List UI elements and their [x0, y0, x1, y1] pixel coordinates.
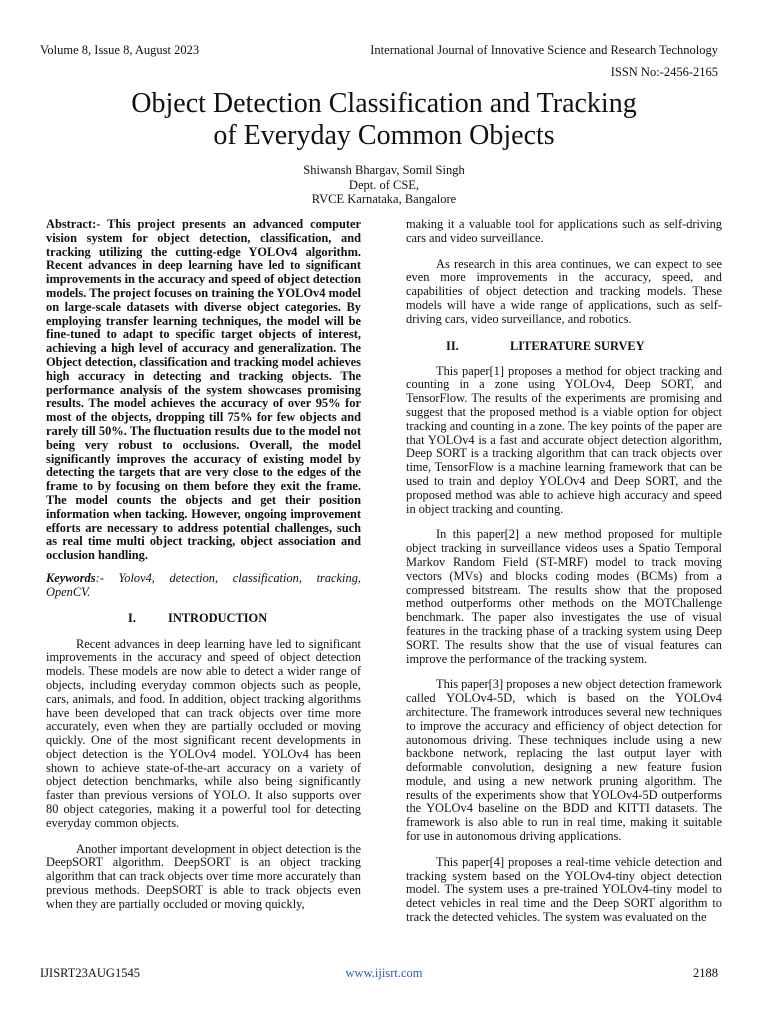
- paper-title: [40, 88, 728, 152]
- intro-paragraph-3: As research in this area continues, we can expect to see even more improvements in the accuracy, speed, and capabilities of object detection and tracking models. These models will have a wide range of applications, such as self-driving cars, video surveillance, and robotics.: [406, 256, 722, 326]
- literature-paragraph-3: This paper[3] proposes a new object detection framework called YOLOv4-5D, which is based on the YOLOv4 architecture. The framework introduces several new techniques to improve the accuracy and efficiency of object detection for autonomous driving. These techniques include using a new backbone network, replacing the last output layer with deformable convolution, designing a new feature fusion module, and using a new network pruning algorithm. The results of the experiments show that YOLOv4-5D outperforms the YOLOv4 baseline on the BDD and KITTI datasets. The framework is also able to run in real time, making it suitable for use in autonomous driving applications.: [406, 677, 722, 844]
- author-block: [0, 163, 768, 207]
- intro-paragraph-1: Recent advances in deep learning have led to significant improvements in the accuracy and speed of object detection models. These models are now able to detect a wider range of objects, including everyday common objects such as people, cars, animals, and food. In addition, object tracking algorithms have been developed that can track objects over time more accurately, even when they are partially occluded or moving quickly. One of the most significant recent developments in object detection is the YOLOv4 model. YOLOv4 has been shown to achieve state-of-the-art accuracy on a variety of object detection benchmarks, while also being significantly faster than previous versions of YOLO. It also supports over 80 object categories, making it a powerful tool for detecting everyday common objects.: [46, 636, 361, 830]
- title-line-2: of Everyday Common Objects: [213, 120, 555, 151]
- abstract-text: Abstract:- This project presents an advanced computer vision system for object detection, classification, and tracking utilizing the cutting-edge YOLOv4 algorithm. Recent advances in deep learning have led to significant improvements in the accuracy and speed of object detection models. The project focuses on training the YOLOv4 model on large-scale datasets with diverse object categories. By employing transfer learning techniques, the model will be fine-tuned to adapt to specific target objects of interest, achieving a high level of accuracy and generalization. The Object detection, classification and tracking model achieves high accuracy in detecting and tracking objects. The performance analysis of the system showcases promising results. The model achieves the accuracy of over 95% for most of the objects, dropping till 75% for few objects and rarely till 50%. The fluctuation results due to the model not being very robust to occlusions. Overall, the model significantly improves the accuracy of existing model by detecting the targets that are very close to the edges of the frame to by focusing on them before they exit the frame. The model counts the objects and get their position information when tacking. However, ongoing improvement efforts are necessary to address potential challenges, such as real time multi object tracking, object association and occlusion handling.: [46, 217, 361, 563]
- literature-paragraph-2: In this paper[2] a new method proposed for multiple object tracking in surveillance videos uses a Spatio Temporal Markov Random Field (ST-MRF) model to track moving vectors (MVs) and blocks coding modes (BCMs) from a compressed bitstream. The results show that the proposed method outperforms other methods on the MOTChallenge benchmark. The paper also investigates the use of visual features in the tracking phase of a tracking system using Deep SORT. The results show that the use of visual features can improve the performance of the tracking system.: [406, 527, 722, 666]
- right-column: [406, 218, 722, 925]
- intro-paragraph-2: Another important development in object detection is the DeepSORT algorithm. DeepSORT is an object tracking algorithm that can track objects over time more accurately than previous methods. DeepSORT is able to track objects even when they are partially occluded or moving quickly,: [46, 841, 361, 911]
- left-column: [46, 218, 361, 912]
- intro-paragraph-continued: making it a valuable tool for applications such as self-driving cars and video surveillance.: [406, 217, 722, 245]
- section-title: LITERATURE SURVEY: [510, 338, 645, 353]
- author-names: Shiwansh Bhargav, Somil Singh: [303, 163, 465, 177]
- volume-info: Volume 8, Issue 8, August 2023: [40, 43, 200, 57]
- section-number: I.: [128, 610, 136, 625]
- section-heading-literature-survey: [446, 339, 722, 353]
- keywords-text: :- Yolov4, detection, classification, tracking, OpenCV.: [46, 570, 361, 599]
- footer-paper-code: IJISRT23AUG1545: [40, 966, 140, 980]
- journal-name: International Journal of Innovative Science and Research Technology: [370, 43, 718, 57]
- footer-website-link[interactable]: www.ijisrt.com: [345, 966, 423, 980]
- keywords: [46, 572, 361, 600]
- section-number: II.: [446, 338, 459, 353]
- footer-page-number: 2188: [693, 966, 718, 980]
- keywords-label: Keywords: [46, 570, 96, 585]
- author-dept: Dept. of CSE,: [348, 177, 420, 192]
- literature-paragraph-4: This paper[4] proposes a real-time vehicle detection and tracking system based on the YOLOv4-tiny object detection model. The system uses a pre-trained YOLOv4-tiny model to detect vehicles in real time and the Deep SORT algorithm to track the detected vehicles. The system was evaluated on the: [406, 854, 722, 925]
- literature-paragraph-1: This paper[1] proposes a method for object tracking and counting in a zone using YOLOv4, Deep SORT, and TensorFlow. The results of the experiments are promising and suggest that the proposed method is a viable option for object tracking and counting in a zone. The key points of the paper are that YOLOv4 is a fast and accurate object detection algorithm, Deep SORT is a tracking algorithm that can track objects over time, TensorFlow is a machine learning framework that can be used to train and deploy YOLOv4 and Deep SORT, and the proposed method was able to achieve high accuracy and speed in object tracking and counting.: [406, 363, 722, 516]
- title-line-1: Object Detection Classification and Tracking: [131, 88, 637, 119]
- issn: ISSN No:-2456-2165: [610, 65, 718, 79]
- author-affiliation: RVCE Karnataka, Bangalore: [311, 192, 457, 206]
- section-title: INTRODUCTION: [168, 610, 268, 625]
- section-heading-introduction: [128, 611, 361, 625]
